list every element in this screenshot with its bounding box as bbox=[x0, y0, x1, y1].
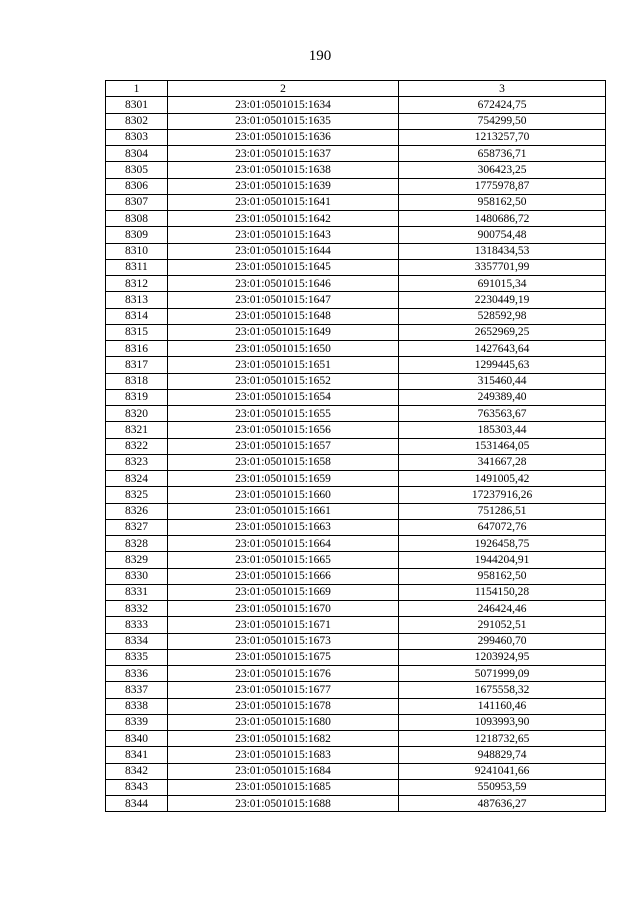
cadastral-number-cell: 23:01:0501015:1664 bbox=[168, 536, 399, 552]
column-header-1: 1 bbox=[106, 81, 168, 97]
table-row bbox=[106, 406, 606, 422]
row-number-cell: 8334 bbox=[106, 633, 168, 649]
value-cell: 185303,44 bbox=[399, 422, 606, 438]
table-row bbox=[106, 763, 606, 779]
table-row bbox=[106, 633, 606, 649]
row-number-cell: 8301 bbox=[106, 97, 168, 113]
cadastral-number-cell: 23:01:0501015:1656 bbox=[168, 422, 399, 438]
row-number-cell: 8322 bbox=[106, 438, 168, 454]
value-cell: 306423,25 bbox=[399, 162, 606, 178]
cadastral-number-cell: 23:01:0501015:1669 bbox=[168, 584, 399, 600]
row-number-cell: 8311 bbox=[106, 259, 168, 275]
value-cell: 754299,50 bbox=[399, 113, 606, 129]
cadastral-number-cell: 23:01:0501015:1663 bbox=[168, 519, 399, 535]
value-cell: 141160,46 bbox=[399, 698, 606, 714]
row-number-cell: 8337 bbox=[106, 682, 168, 698]
cadastral-number-cell: 23:01:0501015:1658 bbox=[168, 454, 399, 470]
cadastral-number-cell: 23:01:0501015:1638 bbox=[168, 162, 399, 178]
value-cell: 2230449,19 bbox=[399, 292, 606, 308]
value-cell: 1531464,05 bbox=[399, 438, 606, 454]
table-row bbox=[106, 292, 606, 308]
cadastral-number-cell: 23:01:0501015:1652 bbox=[168, 373, 399, 389]
cadastral-number-cell: 23:01:0501015:1677 bbox=[168, 682, 399, 698]
row-number-cell: 8325 bbox=[106, 487, 168, 503]
cadastral-number-cell: 23:01:0501015:1649 bbox=[168, 324, 399, 340]
row-number-cell: 8341 bbox=[106, 747, 168, 763]
header-row bbox=[106, 81, 606, 97]
value-cell: 1926458,75 bbox=[399, 536, 606, 552]
row-number-cell: 8315 bbox=[106, 324, 168, 340]
table-row bbox=[106, 194, 606, 210]
table-row bbox=[106, 747, 606, 763]
table-row bbox=[106, 552, 606, 568]
table-row bbox=[106, 519, 606, 535]
table-row bbox=[106, 714, 606, 730]
table-row bbox=[106, 129, 606, 145]
row-number-cell: 8317 bbox=[106, 357, 168, 373]
row-number-cell: 8316 bbox=[106, 341, 168, 357]
cadastral-number-cell: 23:01:0501015:1684 bbox=[168, 763, 399, 779]
value-cell: 2652969,25 bbox=[399, 324, 606, 340]
value-cell: 1203924,95 bbox=[399, 649, 606, 665]
cadastral-number-cell: 23:01:0501015:1685 bbox=[168, 779, 399, 795]
cadastral-number-cell: 23:01:0501015:1665 bbox=[168, 552, 399, 568]
cadastral-number-cell: 23:01:0501015:1641 bbox=[168, 194, 399, 210]
value-cell: 1775978,87 bbox=[399, 178, 606, 194]
table-row bbox=[106, 536, 606, 552]
value-cell: 315460,44 bbox=[399, 373, 606, 389]
table-row bbox=[106, 373, 606, 389]
row-number-cell: 8324 bbox=[106, 471, 168, 487]
cadastral-number-cell: 23:01:0501015:1682 bbox=[168, 731, 399, 747]
value-cell: 1093993,90 bbox=[399, 714, 606, 730]
row-number-cell: 8339 bbox=[106, 714, 168, 730]
table-row bbox=[106, 146, 606, 162]
row-number-cell: 8344 bbox=[106, 796, 168, 812]
row-number-cell: 8327 bbox=[106, 519, 168, 535]
table-row bbox=[106, 649, 606, 665]
table-row bbox=[106, 471, 606, 487]
table-row bbox=[106, 162, 606, 178]
value-cell: 9241041,66 bbox=[399, 763, 606, 779]
table-row bbox=[106, 617, 606, 633]
cadastral-number-cell: 23:01:0501015:1646 bbox=[168, 276, 399, 292]
table-row bbox=[106, 796, 606, 812]
row-number-cell: 8314 bbox=[106, 308, 168, 324]
cadastral-number-cell: 23:01:0501015:1661 bbox=[168, 503, 399, 519]
value-cell: 647072,76 bbox=[399, 519, 606, 535]
value-cell: 1480686,72 bbox=[399, 211, 606, 227]
cadastral-number-cell: 23:01:0501015:1666 bbox=[168, 568, 399, 584]
table-row bbox=[106, 113, 606, 129]
row-number-cell: 8303 bbox=[106, 129, 168, 145]
row-number-cell: 8312 bbox=[106, 276, 168, 292]
cadastral-number-cell: 23:01:0501015:1683 bbox=[168, 747, 399, 763]
cadastral-number-cell: 23:01:0501015:1642 bbox=[168, 211, 399, 227]
cadastral-number-cell: 23:01:0501015:1675 bbox=[168, 649, 399, 665]
row-number-cell: 8319 bbox=[106, 389, 168, 405]
cadastral-table bbox=[105, 80, 606, 812]
row-number-cell: 8333 bbox=[106, 617, 168, 633]
cadastral-number-cell: 23:01:0501015:1651 bbox=[168, 357, 399, 373]
page-number: 190 bbox=[308, 48, 332, 64]
table-row bbox=[106, 568, 606, 584]
value-cell: 249389,40 bbox=[399, 389, 606, 405]
value-cell: 900754,48 bbox=[399, 227, 606, 243]
value-cell: 341667,28 bbox=[399, 454, 606, 470]
row-number-cell: 8340 bbox=[106, 731, 168, 747]
value-cell: 291052,51 bbox=[399, 617, 606, 633]
cadastral-number-cell: 23:01:0501015:1636 bbox=[168, 129, 399, 145]
table-row bbox=[106, 601, 606, 617]
row-number-cell: 8304 bbox=[106, 146, 168, 162]
cadastral-number-cell: 23:01:0501015:1678 bbox=[168, 698, 399, 714]
table-row bbox=[106, 731, 606, 747]
table-row bbox=[106, 487, 606, 503]
row-number-cell: 8326 bbox=[106, 503, 168, 519]
table-row bbox=[106, 422, 606, 438]
cadastral-number-cell: 23:01:0501015:1670 bbox=[168, 601, 399, 617]
value-cell: 672424,75 bbox=[399, 97, 606, 113]
row-number-cell: 8335 bbox=[106, 649, 168, 665]
table-row bbox=[106, 503, 606, 519]
row-number-cell: 8308 bbox=[106, 211, 168, 227]
cadastral-number-cell: 23:01:0501015:1635 bbox=[168, 113, 399, 129]
column-header-3: 3 bbox=[399, 81, 606, 97]
table-row bbox=[106, 243, 606, 259]
value-cell: 958162,50 bbox=[399, 194, 606, 210]
table-row bbox=[106, 666, 606, 682]
cadastral-number-cell: 23:01:0501015:1671 bbox=[168, 617, 399, 633]
column-header-2: 2 bbox=[168, 81, 399, 97]
row-number-cell: 8343 bbox=[106, 779, 168, 795]
cadastral-number-cell: 23:01:0501015:1643 bbox=[168, 227, 399, 243]
value-cell: 1318434,53 bbox=[399, 243, 606, 259]
value-cell: 550953,59 bbox=[399, 779, 606, 795]
value-cell: 246424,46 bbox=[399, 601, 606, 617]
row-number-cell: 8332 bbox=[106, 601, 168, 617]
table-row bbox=[106, 438, 606, 454]
cadastral-number-cell: 23:01:0501015:1650 bbox=[168, 341, 399, 357]
table-row bbox=[106, 227, 606, 243]
value-cell: 1154150,28 bbox=[399, 584, 606, 600]
table-row bbox=[106, 276, 606, 292]
cadastral-number-cell: 23:01:0501015:1657 bbox=[168, 438, 399, 454]
cadastral-number-cell: 23:01:0501015:1639 bbox=[168, 178, 399, 194]
row-number-cell: 8307 bbox=[106, 194, 168, 210]
value-cell: 1218732,65 bbox=[399, 731, 606, 747]
table-row bbox=[106, 584, 606, 600]
table-row bbox=[106, 211, 606, 227]
cadastral-number-cell: 23:01:0501015:1655 bbox=[168, 406, 399, 422]
row-number-cell: 8329 bbox=[106, 552, 168, 568]
table-row bbox=[106, 308, 606, 324]
table-row bbox=[106, 389, 606, 405]
row-number-cell: 8338 bbox=[106, 698, 168, 714]
table-row bbox=[106, 698, 606, 714]
cadastral-number-cell: 23:01:0501015:1654 bbox=[168, 389, 399, 405]
value-cell: 1299445,63 bbox=[399, 357, 606, 373]
value-cell: 1213257,70 bbox=[399, 129, 606, 145]
row-number-cell: 8309 bbox=[106, 227, 168, 243]
cadastral-number-cell: 23:01:0501015:1660 bbox=[168, 487, 399, 503]
table-row bbox=[106, 357, 606, 373]
value-cell: 1944204,91 bbox=[399, 552, 606, 568]
value-cell: 958162,50 bbox=[399, 568, 606, 584]
cadastral-number-cell: 23:01:0501015:1688 bbox=[168, 796, 399, 812]
row-number-cell: 8305 bbox=[106, 162, 168, 178]
row-number-cell: 8313 bbox=[106, 292, 168, 308]
cadastral-number-cell: 23:01:0501015:1647 bbox=[168, 292, 399, 308]
value-cell: 17237916,26 bbox=[399, 487, 606, 503]
value-cell: 528592,98 bbox=[399, 308, 606, 324]
value-cell: 487636,27 bbox=[399, 796, 606, 812]
table-row bbox=[106, 259, 606, 275]
value-cell: 1427643,64 bbox=[399, 341, 606, 357]
row-number-cell: 8306 bbox=[106, 178, 168, 194]
table-row bbox=[106, 178, 606, 194]
value-cell: 5071999,09 bbox=[399, 666, 606, 682]
cadastral-number-cell: 23:01:0501015:1637 bbox=[168, 146, 399, 162]
value-cell: 658736,71 bbox=[399, 146, 606, 162]
table-row bbox=[106, 341, 606, 357]
table-row bbox=[106, 454, 606, 470]
row-number-cell: 8321 bbox=[106, 422, 168, 438]
row-number-cell: 8330 bbox=[106, 568, 168, 584]
table-row bbox=[106, 97, 606, 113]
value-cell: 763563,67 bbox=[399, 406, 606, 422]
value-cell: 1675558,32 bbox=[399, 682, 606, 698]
cadastral-number-cell: 23:01:0501015:1648 bbox=[168, 308, 399, 324]
row-number-cell: 8320 bbox=[106, 406, 168, 422]
value-cell: 3357701,99 bbox=[399, 259, 606, 275]
cadastral-number-cell: 23:01:0501015:1644 bbox=[168, 243, 399, 259]
table-row bbox=[106, 779, 606, 795]
row-number-cell: 8323 bbox=[106, 454, 168, 470]
value-cell: 751286,51 bbox=[399, 503, 606, 519]
row-number-cell: 8342 bbox=[106, 763, 168, 779]
value-cell: 299460,70 bbox=[399, 633, 606, 649]
cadastral-number-cell: 23:01:0501015:1645 bbox=[168, 259, 399, 275]
table-body bbox=[106, 97, 606, 812]
value-cell: 691015,34 bbox=[399, 276, 606, 292]
value-cell: 948829,74 bbox=[399, 747, 606, 763]
table-row bbox=[106, 324, 606, 340]
cadastral-number-cell: 23:01:0501015:1673 bbox=[168, 633, 399, 649]
table-row bbox=[106, 682, 606, 698]
cadastral-number-cell: 23:01:0501015:1659 bbox=[168, 471, 399, 487]
table-header bbox=[106, 81, 606, 97]
cadastral-number-cell: 23:01:0501015:1634 bbox=[168, 97, 399, 113]
row-number-cell: 8331 bbox=[106, 584, 168, 600]
row-number-cell: 8318 bbox=[106, 373, 168, 389]
value-cell: 1491005,42 bbox=[399, 471, 606, 487]
cadastral-number-cell: 23:01:0501015:1680 bbox=[168, 714, 399, 730]
row-number-cell: 8302 bbox=[106, 113, 168, 129]
row-number-cell: 8310 bbox=[106, 243, 168, 259]
row-number-cell: 8328 bbox=[106, 536, 168, 552]
row-number-cell: 8336 bbox=[106, 666, 168, 682]
cadastral-number-cell: 23:01:0501015:1676 bbox=[168, 666, 399, 682]
